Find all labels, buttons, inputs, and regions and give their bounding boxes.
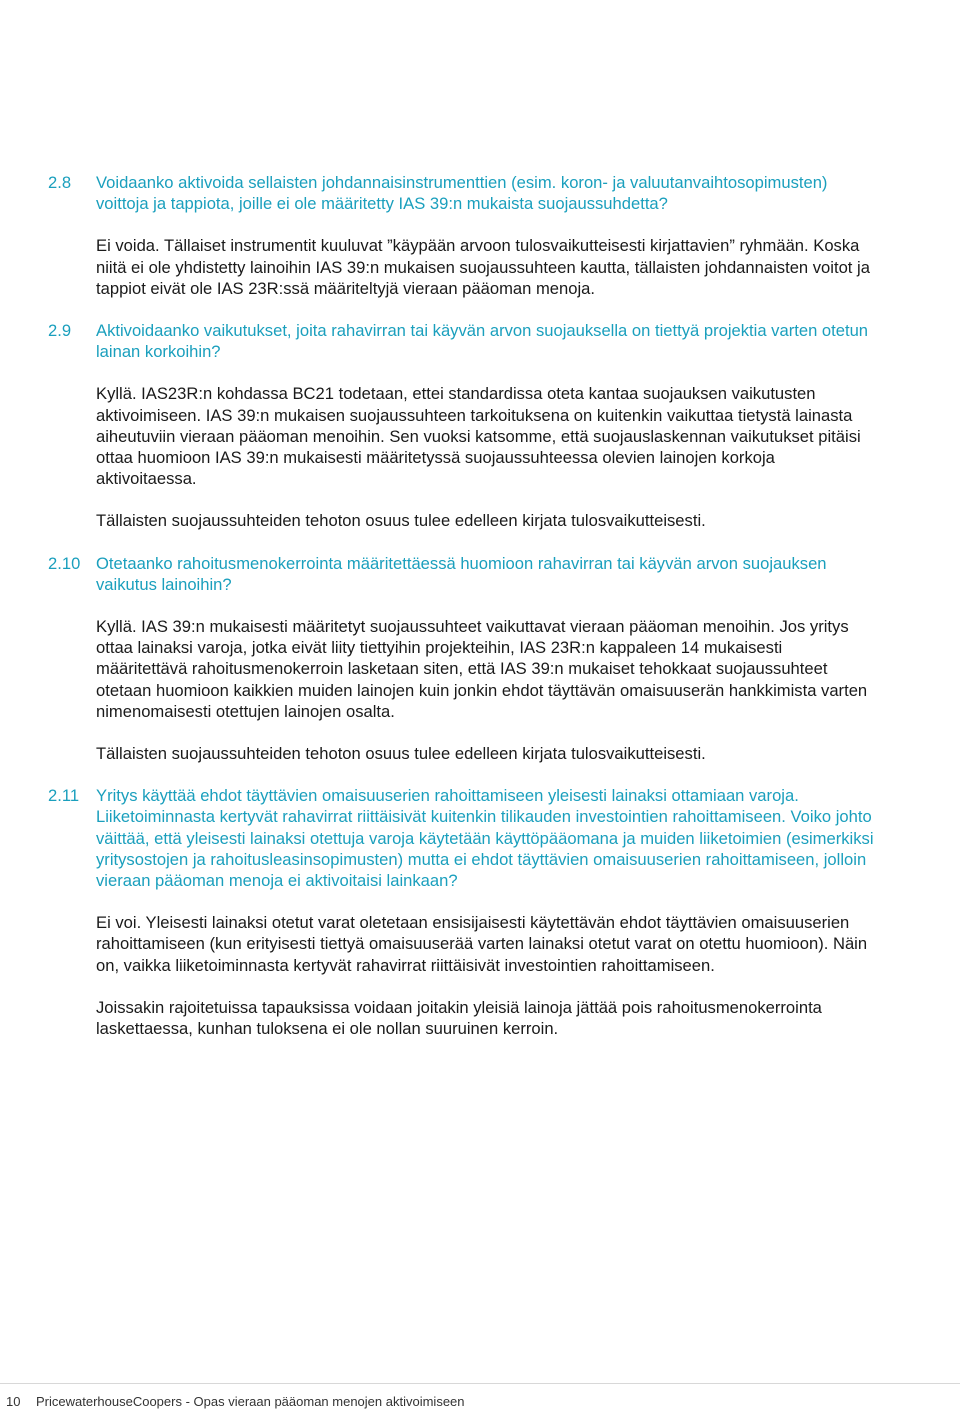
question-text: Aktivoidaanko vaikutukset, joita rahavirran tai käyvän arvon suojauksella on tiettyä projektia varten otetun lainan korkoihin? (96, 321, 869, 362)
section-2-11 (48, 785, 878, 1039)
answer-paragraph: Kyllä. IAS23R:n kohdassa BC21 todetaan, ettei standardissa oteta kantaa suojauksen vaikutusten aktivoimiseen. IAS 39:n mukaisen suojaussuhteen tarkoituksena on kuitenkin vaikuttaa tietystä lainasta aiheutuviin vieraan pääoman menoihin. Sen vuoksi katsomme, että suojauslaskennan vaikutukset pitäisi ottaa huomioon IAS 39:n mukaisesti määritetyssä suojaussuhteessa olevien lainojen korkoja aktivoitaessa. (96, 384, 861, 489)
section-number: 2.10 (48, 553, 81, 573)
answer-paragraph: Ei voi. Yleisesti lainaksi otetut varat oletetaan ensisijaisesti käytettävän ehdot täyttävien omaisuuserien rahoittamiseen (kun erityisesti tiettyä omaisuuserää varten lainaksi otetut varat on otettu huomioon). Näin on, vaikka liiketoiminnasta kertyvät rahavirrat riittäisivät investointien rahoittamiseen. (96, 913, 868, 975)
section-2-9 (48, 320, 878, 532)
question-text: Otetaanko rahoitusmenokerrointa määritettäessä huomioon rahavirran tai käyvän arvon suojauksen vaikutus lainoihin? (96, 553, 827, 594)
answer-paragraph: Joissakin rajoitetuissa tapauksissa voidaan joitakin yleisiä lainoja jättää pois rahoitusmenokerrointa laskettaessa, kunhan tuloksena ei ole nollan suuruinen kerroin. (96, 997, 822, 1039)
qa-sections (48, 172, 878, 1039)
section-body (96, 172, 878, 299)
question-text: Yritys käyttää ehdot täyttävien omaisuuserien rahoittamiseen yleisesti lainaksi ottamiaan varoja. Liiketoiminnasta kertyvät rahavirrat riittäisivät kuitenkin tilikauden investointien rahoittamiseen. Voiko johto väittää, että yleisesti lainaksi otettuja varoja käytetään käyttöpääomana ja muiden liiketoimien (esimerkiksi yritysostojen ja rahoitusleasinsopimusten) mutta ei ehdot täyttävien omaisuuserien rahoittamiseen, jolloin vieraan pääoman menoja ei aktivoitaisi lainkaan? (96, 786, 874, 891)
question-text: Voidaanko aktivoida sellaisten johdannaisinstrumenttien (esim. koron- ja valuutanvaihtosopimusten) voittoja ja tappiota, joille ei ole määritetty IAS 39:n mukaista suojaussuhdetta? (96, 173, 828, 214)
section-body (96, 320, 878, 532)
answer-paragraph: Ei voida. Tällaiset instrumentit kuuluvat ”käypään arvoon tulosvaikutteisesti kirjattavien” ryhmään. Koska niitä ei ole yhdistetty lainoihin IAS 39:n mukaisen suojaussuhteen kautta, tällaisten johdannaisten voitot ja tappiot eivät ole IAS 23R:ssä määriteltyjä vieraan pääoman menoja. (96, 236, 870, 298)
section-number: 2.11 (48, 786, 80, 806)
page-footer (6, 1393, 465, 1411)
section-2-8 (48, 172, 878, 299)
section-number: 2.8 (48, 173, 72, 192)
section-2-10 (48, 553, 878, 765)
section-number: 2.9 (48, 321, 72, 341)
answer-paragraph: Tällaisten suojaussuhteiden tehoton osuus tulee edelleen kirjata tulosvaikutteisesti. (96, 744, 706, 764)
page-number: 10 (6, 1394, 21, 1409)
footer-text: PricewaterhouseCoopers - Opas vieraan pääoman menojen aktivoimiseen (36, 1394, 465, 1409)
answer-paragraph: Kyllä. IAS 39:n mukaisesti määritetyt suojaussuhteet vaikuttavat vieraan pääoman menoihin. Jos yritys ottaa lainaksi varoja, jotka eivät liity tiettyihin projekteihin, IAS 23R:n kappaleen 14 mukaisesti määritettävä rahoitusmenokerroin lasketaan siten, että IAS 39:n mukaiset tehokkaat suojaussuhteet otetaan huomioon kaikkien muiden lainojen kuin jonkin ehdot täyttävän omaisuuserän hankkimista varten nimenomaisesti otettujen lainojen osalta. (96, 617, 868, 721)
section-body (96, 785, 878, 1039)
section-body (96, 553, 878, 765)
footer-divider (0, 1383, 960, 1384)
answer-paragraph: Tällaisten suojaussuhteiden tehoton osuus tulee edelleen kirjata tulosvaikutteisesti. (96, 511, 706, 531)
